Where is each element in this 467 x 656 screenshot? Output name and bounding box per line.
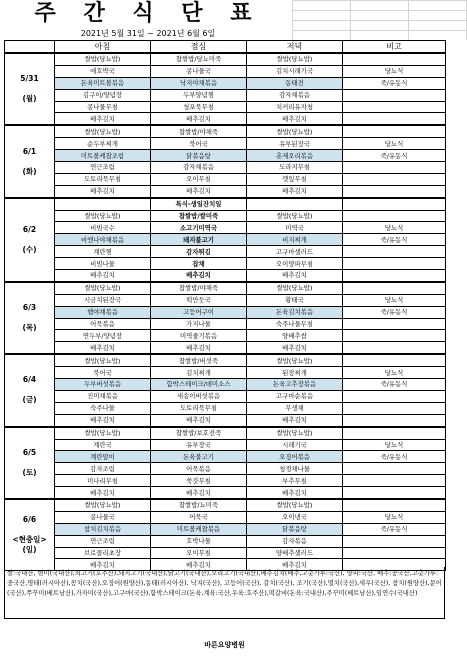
dinner-cell: 양배추샐러드	[247, 547, 343, 559]
breakfast-cell: 도토리묵무침	[55, 173, 151, 185]
table-row	[5, 125, 446, 137]
lunch-cell: 고등어구이	[151, 306, 247, 318]
dinner-cell	[247, 198, 343, 210]
breakfast-cell: 감자조림	[55, 463, 151, 475]
table-row	[5, 150, 446, 162]
table-row	[5, 354, 446, 366]
table-row	[5, 138, 446, 150]
dinner-cell: 치커리유자청	[247, 101, 343, 113]
dinner-cell: 오이양파무침	[247, 258, 343, 270]
note-cell	[343, 475, 446, 487]
lunch-cell: 떡만둣국	[151, 294, 247, 306]
lunch-cell: 새송이버섯볶음	[151, 390, 247, 402]
lunch-cell: 감자채볶음	[151, 162, 247, 174]
breakfast-cell: 연근조림	[55, 535, 151, 547]
note-cell: 당뇨식	[343, 439, 446, 451]
table-row	[5, 270, 446, 282]
breakfast-cell: 계란말이	[55, 451, 151, 463]
note-cell	[343, 282, 446, 294]
dinner-cell: 유부된장국	[247, 138, 343, 150]
day-weekday: (토)	[22, 467, 37, 477]
lunch-cell: 청포묵무침	[151, 101, 247, 113]
dinner-cell: 배추김치	[247, 342, 343, 354]
breakfast-cell: 배추김치	[55, 342, 151, 354]
note-cell: 죽/유동식	[343, 306, 446, 318]
lunch-cell: 돼지불고기	[151, 234, 247, 246]
column-header-breakfast: 아침	[55, 41, 151, 54]
note-cell	[343, 198, 446, 210]
table-row	[5, 246, 446, 258]
table-row	[5, 523, 446, 535]
table-row	[5, 222, 446, 234]
dinner-cell: 배추김치	[247, 559, 343, 571]
breakfast-cell: 계란국	[55, 439, 151, 451]
lunch-cell: 배추김치	[151, 414, 247, 426]
day-cell	[5, 53, 55, 125]
lunch-cell: 어묵국	[151, 511, 247, 523]
dinner-cell: 오징어볶음	[247, 451, 343, 463]
breakfast-cell: 비빔나물	[55, 258, 151, 270]
table-row	[5, 89, 446, 101]
note-cell	[343, 402, 446, 414]
column-header-notes: 비고	[343, 41, 446, 54]
lunch-cell: 배추김치	[151, 270, 247, 282]
note-cell: 죽/유동식	[343, 451, 446, 463]
lunch-cell: 감자튀김	[151, 246, 247, 258]
breakfast-cell: 돈육미트볼볶음	[55, 77, 151, 89]
origin-note: 쌀:국내산, 현미(국내산),쇠고기(호주산),돼지고기(국내산),닭고기(국내산),오리고기(국내산),배추김치(배추,고춧가루:국산), 양파:국산, 배추:중국산,고춧가루:중국산,명태(러시아산),꽁치(국산),오징어(원양산),동태(러시아산), 낙지(국산), 고등어(국산), 갈치(국산), 조기(국산),멸치(국산),새우(국산), 참치(원양산),문어(국산),쭈꾸미(베트남산),가자미(국산),고구마(국산),함박스테이크(돈육,계육:국산,우육:호주산),떡갈비(돈육:국내산),주꾸미(베트남산),임연수(국내산)	[4, 567, 445, 619]
table-row	[5, 53, 446, 65]
hospital-name: 바른요양병원	[204, 641, 245, 649]
breakfast-cell: 콩나물국	[55, 511, 151, 523]
day-cell	[5, 499, 55, 571]
day-date: 6/4	[22, 375, 37, 385]
note-cell: 당뇨식	[343, 138, 446, 150]
lunch-cell: 김치찌개	[151, 367, 247, 379]
table-row	[5, 379, 446, 391]
column-header-lunch: 점심	[151, 41, 247, 54]
dinner-cell: 청경채나물	[247, 463, 343, 475]
holiday-label: <현충일>	[12, 535, 47, 545]
day-weekday: (일)	[22, 545, 37, 555]
dinner-cell: 훈제오리볶음	[247, 150, 343, 162]
breakfast-cell: 참치김치볶음	[55, 523, 151, 535]
lunch-cell: 오이무침	[151, 547, 247, 559]
dinner-cell: 배추김치	[247, 185, 343, 197]
note-cell	[343, 89, 446, 101]
dinner-cell: 도라지무침	[247, 162, 343, 174]
dinner-cell: 김치시래기국	[247, 65, 343, 77]
lunch-cell: 도토리묵무침	[151, 402, 247, 414]
note-cell: 당뇨식	[343, 511, 446, 523]
breakfast-cell: 연근조림	[55, 162, 151, 174]
day-weekday: (수)	[22, 244, 37, 254]
date-range: 2021년 5월 31일 ~ 2021년 6월 6일	[80, 29, 216, 38]
day-date: 6/3	[22, 303, 37, 313]
note-cell	[343, 246, 446, 258]
breakfast-cell: 연두부/양념장	[55, 330, 151, 342]
table-row	[5, 535, 446, 547]
note-cell: 죽/유동식	[343, 234, 446, 246]
table-row	[5, 113, 446, 125]
breakfast-cell: 배추김치	[55, 185, 151, 197]
note-cell	[343, 342, 446, 354]
lunch-cell: 찹쌀밥/버섯죽	[151, 354, 247, 366]
breakfast-cell: 쌀밥(당뇨밥)	[55, 53, 151, 65]
corner-cell	[5, 41, 55, 54]
day-cell	[5, 198, 55, 282]
note-cell	[343, 414, 446, 426]
breakfast-cell: 햄야채볶음	[55, 306, 151, 318]
day-date: 5/31	[20, 74, 39, 84]
dinner-cell: 돈육김치볶음	[247, 306, 343, 318]
table-row	[5, 162, 446, 174]
lunch-cell: 미역줄기볶음	[151, 330, 247, 342]
breakfast-cell: 쌀밥(당뇨밥)	[55, 427, 151, 439]
table-row	[5, 330, 446, 342]
table-row	[5, 234, 446, 246]
dinner-cell: 배추김치	[247, 487, 343, 499]
note-cell: 당뇨식	[343, 65, 446, 77]
dinner-cell: 쌀밥(당뇨밥)	[247, 499, 343, 511]
dinner-cell: 배추김치	[247, 414, 343, 426]
dinner-cell: 고구마순볶음	[247, 390, 343, 402]
day-weekday: (목)	[22, 323, 37, 333]
breakfast-cell: 비엔나야채볶음	[55, 234, 151, 246]
dinner-cell: 숙주나물무침	[247, 318, 343, 330]
spreadsheet-gridlines	[292, 0, 467, 40]
breakfast-cell: 비빔국수	[55, 222, 151, 234]
note-cell	[343, 427, 446, 439]
breakfast-cell: 콩나물무침	[55, 101, 151, 113]
lunch-cell: 쑥갓무침	[151, 475, 247, 487]
breakfast-cell: 배추김치	[55, 270, 151, 282]
column-header-dinner: 저녁	[247, 41, 343, 54]
table-row	[5, 258, 446, 270]
breakfast-cell: 배추김치	[55, 113, 151, 125]
breakfast-cell: 계란찜	[55, 246, 151, 258]
lunch-cell: 소고기미역국	[151, 222, 247, 234]
dinner-cell: 미역국	[247, 222, 343, 234]
lunch-cell: 배추김치	[151, 487, 247, 499]
note-cell	[343, 162, 446, 174]
note-cell: 죽/유동식	[343, 523, 446, 535]
table-row	[5, 439, 446, 451]
table-row	[5, 475, 446, 487]
dinner-cell: 양배추쌈	[247, 330, 343, 342]
table-body	[5, 53, 446, 571]
dinner-cell: 쌀밥(당뇨밥)	[247, 282, 343, 294]
table-row	[5, 451, 446, 463]
note-cell: 죽/유동식	[343, 379, 446, 391]
dinner-cell: 배추김치	[247, 270, 343, 282]
day-date: 6/5	[22, 447, 37, 457]
page-title: 주 간 식 단 표	[34, 1, 262, 26]
breakfast-cell: 순두부찌개	[55, 138, 151, 150]
breakfast-cell: 김구이/양념장	[55, 89, 151, 101]
breakfast-cell	[55, 198, 151, 210]
lunch-cell: 어묵볶음	[151, 463, 247, 475]
breakfast-cell: 쌀밥(당뇨밥)	[55, 499, 151, 511]
dinner-cell: 동태전	[247, 77, 343, 89]
table-row	[5, 198, 446, 210]
lunch-cell: 잡채	[151, 258, 247, 270]
dinner-cell: 된장찌개	[247, 367, 343, 379]
lunch-cell: 두부양념찜	[151, 89, 247, 101]
breakfast-cell: 쌀밥(당뇨밥)	[55, 125, 151, 137]
lunch-cell: 미트볼케찹볶음	[151, 523, 247, 535]
dinner-cell: 쌀밥(당뇨밥)	[247, 210, 343, 222]
day-date: 6/1	[22, 146, 37, 156]
note-cell	[343, 499, 446, 511]
lunch-cell: 배추김치	[151, 559, 247, 571]
note-cell	[343, 354, 446, 366]
table-row	[5, 282, 446, 294]
breakfast-cell: 미트볼케찹조림	[55, 150, 151, 162]
dinner-cell: 부추무침	[247, 475, 343, 487]
lunch-cell: 콩나물국	[151, 65, 247, 77]
lunch-cell: 닭볶음탕	[151, 150, 247, 162]
table-row	[5, 511, 446, 523]
note-cell: 당뇨식	[343, 367, 446, 379]
lunch-cell: 낙지야채볶음	[151, 77, 247, 89]
lunch-cell: 찹쌀밥/쌀미죽	[151, 210, 247, 222]
note-cell	[343, 390, 446, 402]
lunch-cell: 배추김치	[151, 185, 247, 197]
dinner-cell: 배추김치	[247, 113, 343, 125]
dinner-cell: 닭볶음탕	[247, 523, 343, 535]
lunch-cell: 찹쌀밥/뇨미죽	[151, 499, 247, 511]
lunch-cell: 오이무침	[151, 173, 247, 185]
note-cell	[343, 270, 446, 282]
dinner-cell: 깻잎무침	[247, 173, 343, 185]
table-row	[5, 65, 446, 77]
breakfast-cell: 두부버섯볶음	[55, 379, 151, 391]
day-cell	[5, 282, 55, 354]
note-cell	[343, 101, 446, 113]
table-row	[5, 342, 446, 354]
day-cell	[5, 354, 55, 426]
day-date: 6/6	[22, 515, 37, 525]
dinner-cell: 황태국	[247, 294, 343, 306]
table-row	[5, 427, 446, 439]
note-cell	[343, 113, 446, 125]
lunch-cell: 가지나물	[151, 318, 247, 330]
dinner-cell: 감자채볶음	[247, 89, 343, 101]
lunch-cell: 배추김치	[151, 113, 247, 125]
breakfast-cell: 배추김치	[55, 414, 151, 426]
note-cell: 죽/유동식	[343, 77, 446, 89]
table-row	[5, 101, 446, 113]
dinner-cell: 쌀밥(당뇨밥)	[247, 53, 343, 65]
table-row	[5, 499, 446, 511]
day-date: 6/2	[22, 224, 37, 234]
dinner-cell: 감자볶음	[247, 535, 343, 547]
table-row	[5, 318, 446, 330]
lunch-cell: 찹쌀밥/보호전죽	[151, 427, 247, 439]
breakfast-cell: 진미채볶음	[55, 390, 151, 402]
table-row	[5, 306, 446, 318]
breakfast-cell: 배추김치	[55, 487, 151, 499]
weekly-menu-table	[4, 40, 446, 571]
dinner-cell: 쌀밥(당뇨밥)	[247, 427, 343, 439]
note-cell	[343, 125, 446, 137]
table-row	[5, 294, 446, 306]
dinner-cell: 돈육고추장볶음	[247, 379, 343, 391]
table-row	[5, 185, 446, 197]
table-row	[5, 414, 446, 426]
dinner-cell: 무생채	[247, 402, 343, 414]
dinner-cell: 시래기국	[247, 439, 343, 451]
breakfast-cell: 어묵볶음	[55, 318, 151, 330]
header	[4, 0, 292, 40]
lunch-cell: 찹쌀밥/야채죽	[151, 282, 247, 294]
note-cell: 당뇨식	[343, 294, 446, 306]
note-cell	[343, 487, 446, 499]
lunch-cell: 북어국	[151, 138, 247, 150]
breakfast-cell: 미나리무침	[55, 475, 151, 487]
table-row	[5, 463, 446, 475]
breakfast-cell: 쌀밥(당뇨밥)	[55, 210, 151, 222]
lunch-cell: 찹쌀밥/당뇨미죽	[151, 53, 247, 65]
breakfast-cell: 브로콜리초장	[55, 547, 151, 559]
dinner-cell: 쌀밥(당뇨밥)	[247, 354, 343, 366]
lunch-cell: 배추김치	[151, 342, 247, 354]
table-row	[5, 77, 446, 89]
lunch-cell: 돈육불고기	[151, 451, 247, 463]
note-cell	[343, 258, 446, 270]
dinner-cell: 오이냉국	[247, 511, 343, 523]
note-cell	[343, 318, 446, 330]
day-weekday: (화)	[22, 166, 37, 176]
dinner-cell: 쌀밥(당뇨밥)	[247, 125, 343, 137]
table-row	[5, 210, 446, 222]
day-cell	[5, 427, 55, 499]
note-cell	[343, 210, 446, 222]
breakfast-cell: 쌀밥(당뇨밥)	[55, 282, 151, 294]
breakfast-cell: 숙주나물	[55, 402, 151, 414]
note-cell: 죽/유동식	[343, 150, 446, 162]
dinner-cell: 고구마샐러드	[247, 246, 343, 258]
breakfast-cell: 애호박국	[55, 65, 151, 77]
table-header-row	[5, 41, 446, 54]
breakfast-cell: 쌀밥(당뇨밥)	[55, 354, 151, 366]
note-cell	[343, 547, 446, 559]
note-cell: 당뇨식	[343, 222, 446, 234]
note-cell	[343, 535, 446, 547]
table-row	[5, 547, 446, 559]
breakfast-cell: 북어국	[55, 367, 151, 379]
note-cell	[343, 53, 446, 65]
breakfast-cell: 시금치된장국	[55, 294, 151, 306]
lunch-cell: 특식-생일잔치일	[151, 198, 247, 210]
day-cell	[5, 125, 55, 197]
table-row	[5, 487, 446, 499]
table-row	[5, 367, 446, 379]
table-row	[5, 390, 446, 402]
note-cell	[343, 173, 446, 185]
dinner-cell: 비지찌개	[247, 234, 343, 246]
lunch-cell: 유부장국	[151, 439, 247, 451]
table-row	[5, 173, 446, 185]
lunch-cell: 호박나물	[151, 535, 247, 547]
lunch-cell: 찹쌀밥/야채죽	[151, 125, 247, 137]
note-cell	[343, 330, 446, 342]
note-cell	[343, 185, 446, 197]
day-weekday: (월)	[22, 94, 37, 104]
table-row	[5, 402, 446, 414]
breakfast-cell: 배추김치	[55, 559, 151, 571]
note-cell	[343, 463, 446, 475]
day-weekday: (금)	[22, 395, 37, 405]
lunch-cell: 함박스테이크/데미소스	[151, 379, 247, 391]
